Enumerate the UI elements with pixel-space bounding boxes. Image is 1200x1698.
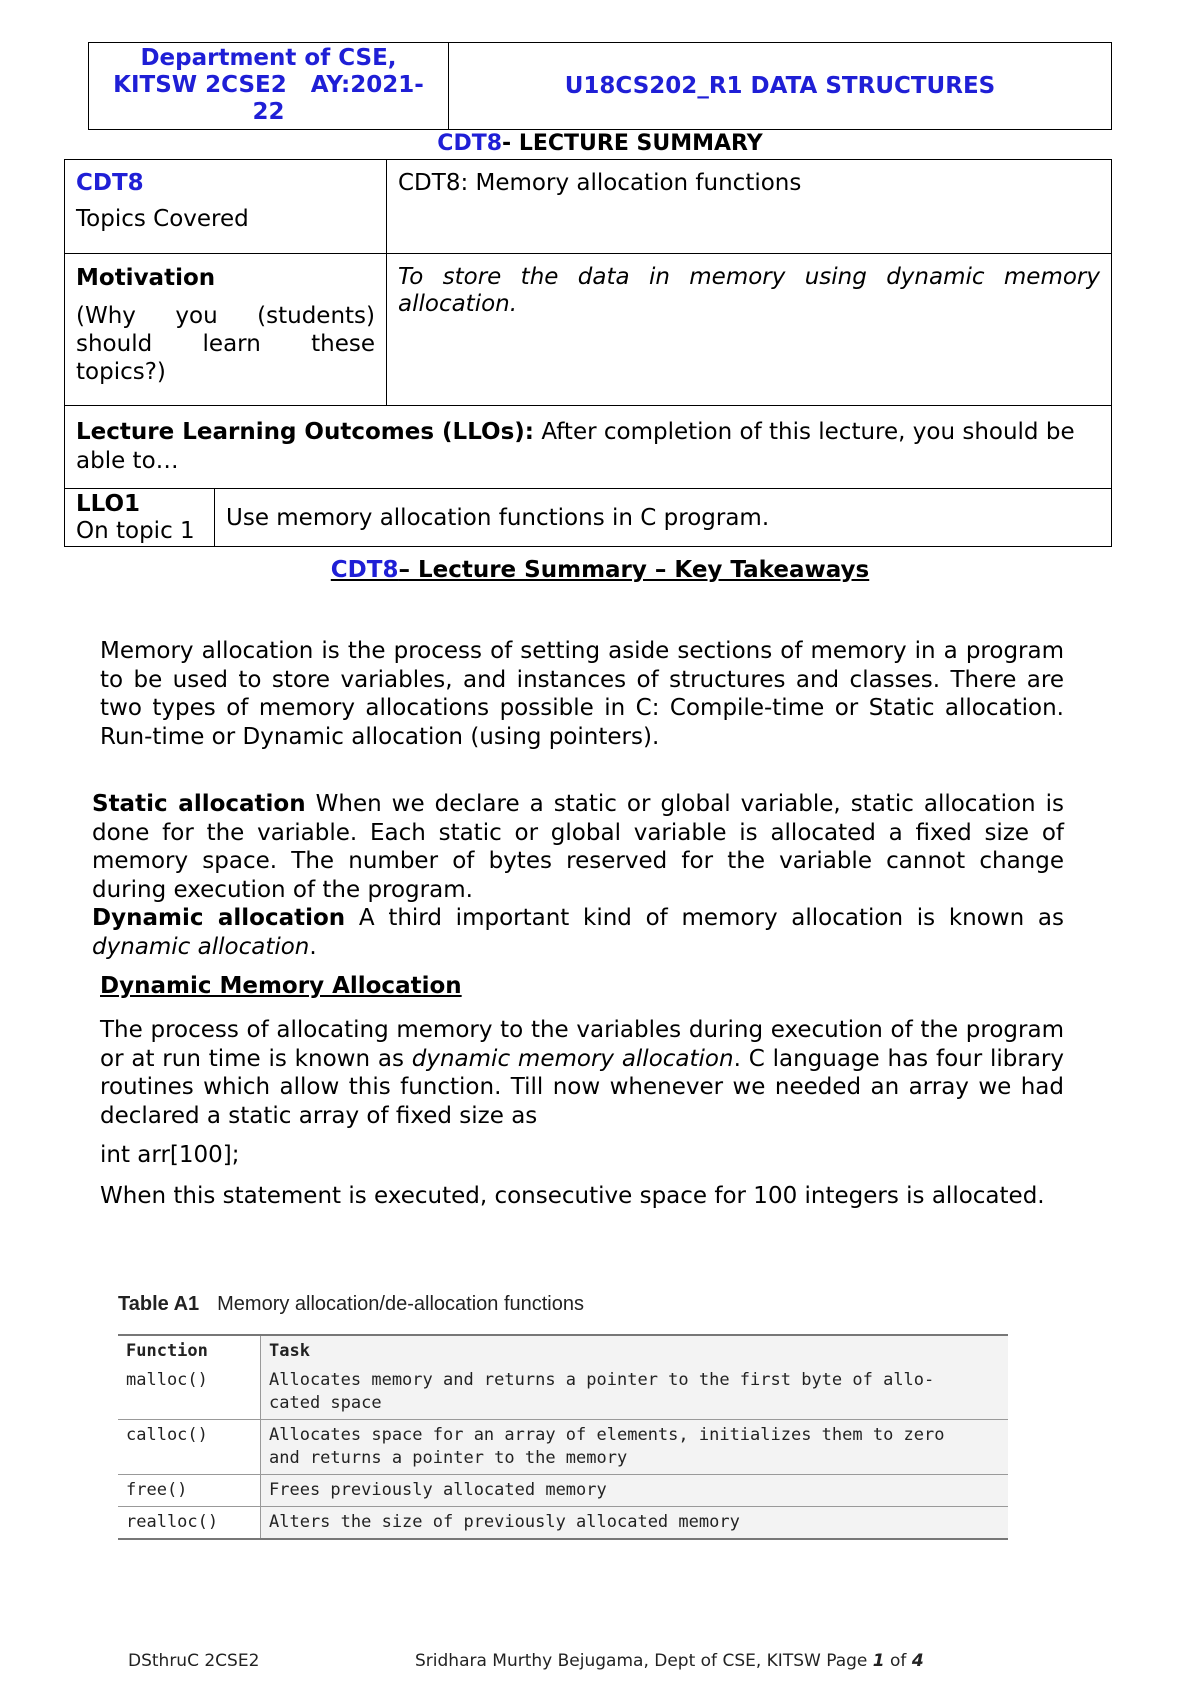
motivation-label: Motivation (76, 265, 216, 291)
table-caption-label: Table A1 (118, 1293, 200, 1315)
task-line-1: Allocates space for an array of elements, initializes them to zero (269, 1425, 945, 1445)
dynamic-allocation-paragraph (92, 904, 1064, 961)
motivation-question-1: (Why you (students) (76, 303, 375, 329)
dynamic-allocation-end: . (309, 933, 317, 960)
function-name: realloc() (118, 1507, 261, 1540)
task-line-1: Allocates memory and returns a pointer to the first byte of allo- (269, 1370, 935, 1390)
department-cell (89, 43, 449, 129)
code-sample: int arr[100]; (100, 1142, 240, 1168)
department-line-2: KITSW 2CSE2 AY:2021- (113, 72, 424, 98)
course-title: U18CS202_R1 DATA STRUCTURES (564, 73, 996, 99)
department-line-1: Department of CSE, (140, 45, 397, 71)
llo1-code: LLO1 (76, 491, 141, 517)
lecture-title-text: - LECTURE SUMMARY (502, 131, 763, 156)
dma-text-b: . C language has four library routines which allow this function. Till now whenever we needed an array we had declared a static array of fixed size as (100, 1045, 1064, 1129)
llo-cell (65, 406, 1111, 488)
function-name: free() (118, 1475, 261, 1507)
topic-code: CDT8 (76, 170, 144, 196)
llo1-label-cell (65, 489, 215, 546)
static-allocation-text: When we declare a static or global variable, static allocation is done for the variable. Each static or global variable is allocated a fixed size of memory space. The number of bytes reserved for the variable cannot change during execution of the program. (92, 791, 1064, 903)
footer-page-word: Page (826, 1651, 868, 1671)
header-table (88, 42, 1112, 130)
footer-of-word: of (890, 1651, 907, 1671)
dynamic-allocation-term: Dynamic allocation (92, 905, 346, 931)
col-task-header: Task (261, 1335, 1009, 1365)
static-allocation-term: Static allocation (92, 791, 306, 817)
footer-center (415, 1651, 924, 1671)
table-row (118, 1420, 1008, 1475)
table-row (118, 1475, 1008, 1507)
motivation-label-cell (65, 254, 387, 405)
dynamic-allocation-text: A third important kind of memory allocation is known as (345, 905, 1064, 931)
lecture-title (0, 131, 1200, 156)
topics-row (65, 160, 1111, 254)
static-allocation-paragraph (92, 790, 1064, 904)
dma-emphasis: dynamic memory allocation (411, 1045, 734, 1072)
topics-label: Topics Covered (76, 206, 249, 232)
department-line-3: 22 (252, 99, 285, 125)
topics-label-cell (65, 160, 387, 253)
table-header-row (118, 1335, 1008, 1365)
col-function-header: Function (118, 1335, 261, 1365)
motivation-value: To store the data in memory using dynamic memory allocation. (398, 264, 1100, 317)
table-caption (118, 1293, 584, 1316)
motivation-question-2: should learn these (76, 331, 375, 357)
task-line-2: and returns a pointer to the memory (269, 1448, 628, 1468)
table-row (118, 1507, 1008, 1540)
section-title (0, 557, 1200, 583)
function-name: calloc() (118, 1420, 261, 1475)
dma-text-a: The process of allocating memory to the variables during execution of the program or at run time is known as (100, 1017, 1064, 1072)
function-task: Frees previously allocated memory (261, 1475, 1009, 1507)
function-table (118, 1334, 1008, 1540)
llo1-value: Use memory allocation functions in C program. (226, 504, 770, 531)
motivation-question-3: topics?) (76, 359, 166, 385)
function-task: Alters the size of previously allocated memory (261, 1507, 1009, 1540)
section-code: CDT8 (330, 557, 399, 583)
intro-paragraph: Memory allocation is the process of setting aside sections of memory in a program to be used to store variables, and instances of structures and classes. There are two types of memory allocations possible in C: Compile-time or Static allocation. Run-time or Dynamic allocation (using pointers). (100, 638, 1064, 750)
section-title-text: – Lecture Summary – Key Takeaways (398, 557, 870, 583)
llo1-topic: On topic 1 (76, 518, 195, 544)
function-task (261, 1365, 1009, 1420)
dynamic-allocation-emphasis: dynamic allocation (92, 933, 310, 960)
summary-table (64, 159, 1112, 547)
dma-heading: Dynamic Memory Allocation (100, 973, 462, 999)
llo-text: After completion of this lecture, you should be able to… (76, 419, 1075, 474)
llo-row (65, 406, 1111, 489)
motivation-row (65, 254, 1111, 406)
dma-paragraph (100, 1016, 1064, 1130)
task-line-2: cated space (269, 1393, 382, 1413)
lecture-code: CDT8 (437, 131, 503, 156)
footer-page-number: 1 (872, 1651, 885, 1671)
llo1-row (65, 489, 1111, 546)
allocation-paragraph: When this statement is executed, consecutive space for 100 integers is allocated. (100, 1183, 1045, 1209)
footer-left: DSthruC 2CSE2 (128, 1651, 260, 1671)
topics-value: CDT8: Memory allocation functions (398, 170, 802, 196)
llo-label: Lecture Learning Outcomes (LLOs): (76, 419, 535, 445)
function-name: malloc() (118, 1365, 261, 1420)
table-row (118, 1365, 1008, 1420)
function-task (261, 1420, 1009, 1475)
footer-author: Sridhara Murthy Bejugama, Dept of CSE, KITSW (415, 1651, 821, 1671)
table-caption-text: Memory allocation/de-allocation functions (217, 1293, 584, 1315)
footer-page-total: 4 (911, 1651, 924, 1671)
